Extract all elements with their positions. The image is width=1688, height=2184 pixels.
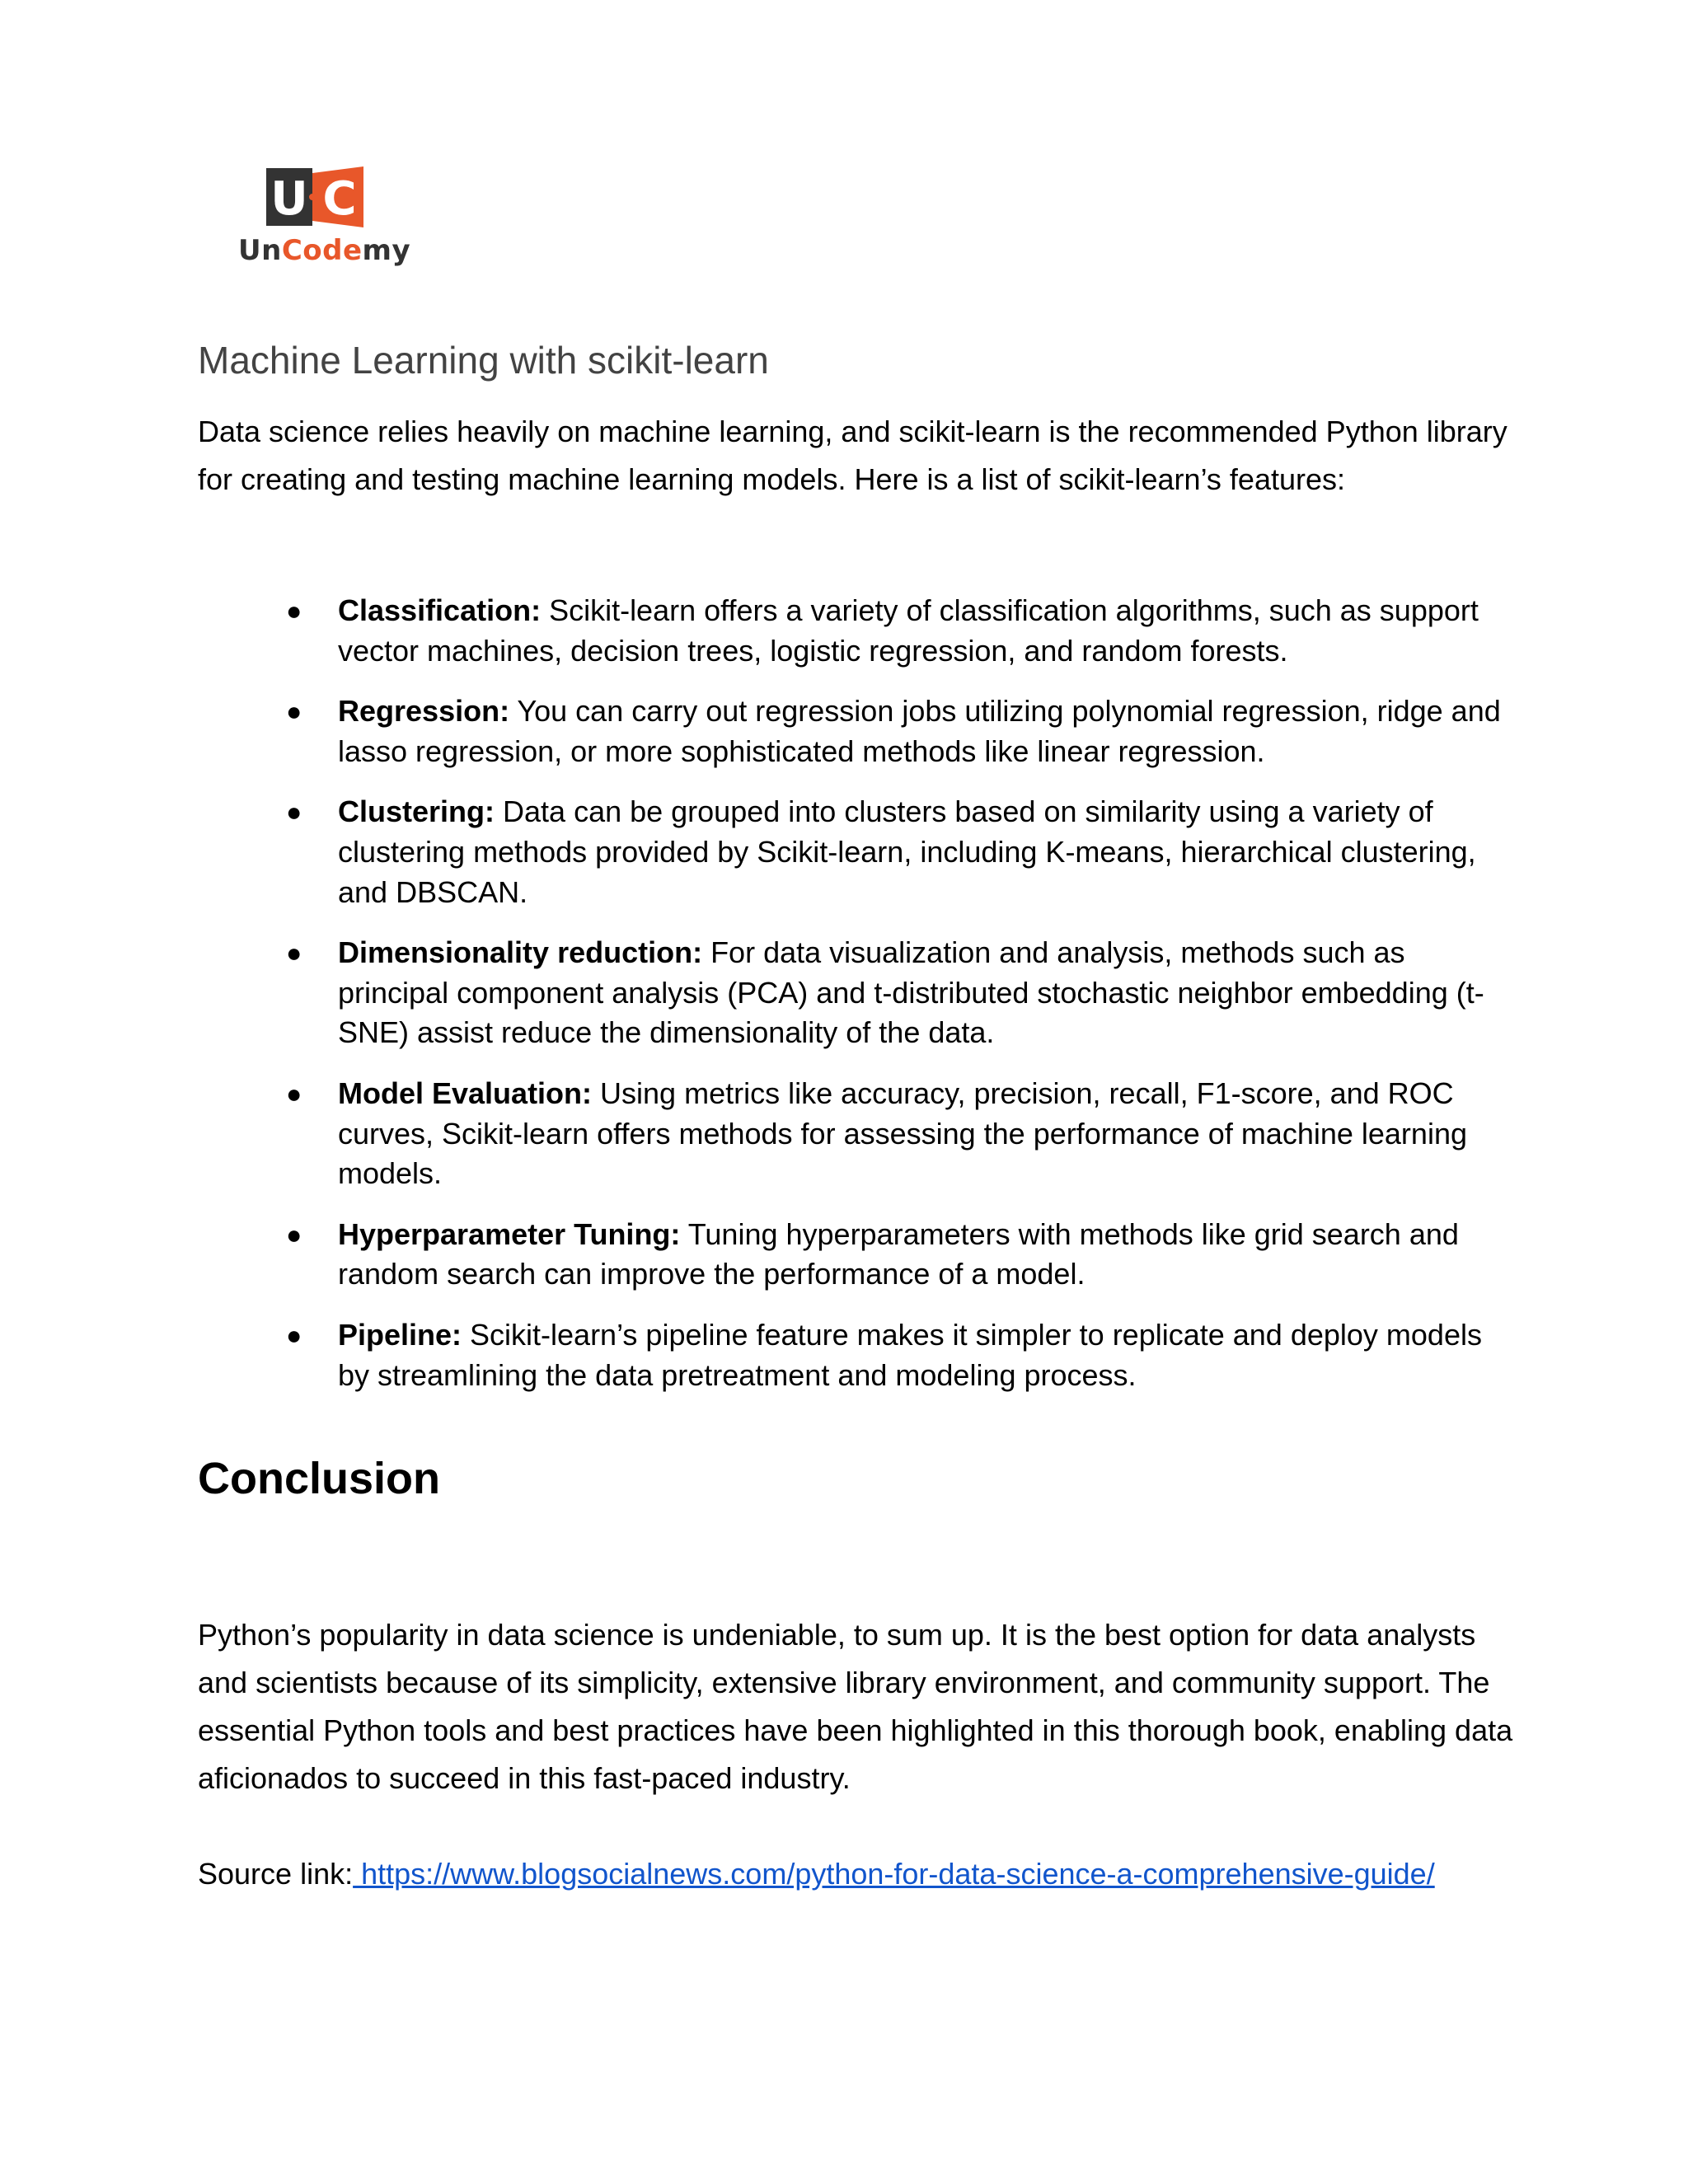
intro-paragraph: Data science relies heavily on machine learning, and scikit-learn is the recommended Python library for creating and testing machine learning models. Here is a list of scikit-learn’s features: <box>198 415 1507 496</box>
feature-term: Classification: <box>338 593 542 627</box>
feature-text: Scikit-learn offers a variety of classification algorithms, such as support vector machines, decision trees, logistic regression, and random forests. <box>338 593 1479 668</box>
uncodemy-logo <box>235 162 411 273</box>
feature-text: For data visualization and analysis, methods such as principal component analysis (PCA) and t-distributed stochastic neighbor embedding (t-SNE) assist reduce the dimensionality of the data. <box>338 935 1484 1050</box>
logo-mark-right: C <box>322 172 357 226</box>
feature-term: Regression: <box>338 694 510 729</box>
logo-word-code: Code <box>281 234 363 267</box>
source-line <box>198 1850 1435 1898</box>
list-item <box>198 933 1517 1053</box>
feature-text: Data can be grouped into clusters based on similarity using a variety of clustering methods provided by Scikit-learn, including K-means, hierarchical clustering, and DBSCAN. <box>338 794 1476 909</box>
bullet-icon: ● <box>286 696 302 727</box>
logo-mark-icon <box>266 166 363 227</box>
feature-term: Model Evaluation: <box>338 1076 593 1110</box>
conclusion-paragraph: Python’s popularity in data science is undeniable, to sum up. It is the best option for data analysts and scientists because of its simplicity, extensive library environment, and community support. The essential Python tools and best practices have been highlighted in this thorough book, enabling data aficionados to succeed in this fast-paced industry. <box>198 1618 1513 1795</box>
feature-term: Hyperparameter Tuning: <box>338 1216 681 1251</box>
logo-word-un: Un <box>238 234 282 267</box>
bullet-icon: ● <box>286 1219 302 1249</box>
bullet-icon: ● <box>286 938 302 968</box>
section-title: Machine Learning with scikit-learn <box>198 339 769 382</box>
list-item <box>198 1074 1517 1194</box>
logo-wordmark <box>238 234 410 267</box>
conclusion-heading: Conclusion <box>198 1454 440 1503</box>
list-item <box>198 1215 1517 1295</box>
feature-text: Scikit-learn’s pipeline feature makes it simpler to replicate and deploy models by streamlining the data pretreatment and modeling process. <box>338 1317 1482 1392</box>
list-item <box>198 591 1517 671</box>
feature-term: Clustering: <box>338 794 495 829</box>
feature-text: You can carry out regression jobs utilizing polynomial regression, ridge and lasso regression, or more sophisticated methods like linear regression. <box>338 694 1501 768</box>
logo-word-my: my <box>362 234 411 267</box>
list-item <box>198 792 1517 912</box>
source-link[interactable]: https://www.blogsocialnews.com/python-for-data-science-a-comprehensive-guide/ <box>353 1857 1435 1891</box>
logo-mark-left: U <box>270 172 308 226</box>
list-item <box>198 1315 1517 1395</box>
feature-text: Tuning hyperparameters with methods like grid search and random search can improve the performance of a model. <box>338 1216 1459 1291</box>
feature-term: Dimensionality reduction: <box>338 935 703 970</box>
bullet-icon: ● <box>286 1078 302 1108</box>
list-item <box>198 691 1517 771</box>
features-list <box>198 591 1517 1416</box>
source-label: Source link: <box>198 1857 354 1891</box>
feature-term: Pipeline: <box>338 1317 462 1352</box>
feature-text: Using metrics like accuracy, precision, recall, F1-score, and ROC curves, Scikit-learn offers methods for assessing the performance of machine learning models. <box>338 1076 1467 1191</box>
bullet-icon: ● <box>286 797 302 827</box>
bullet-icon: ● <box>286 596 302 626</box>
bullet-icon: ● <box>286 1319 302 1350</box>
